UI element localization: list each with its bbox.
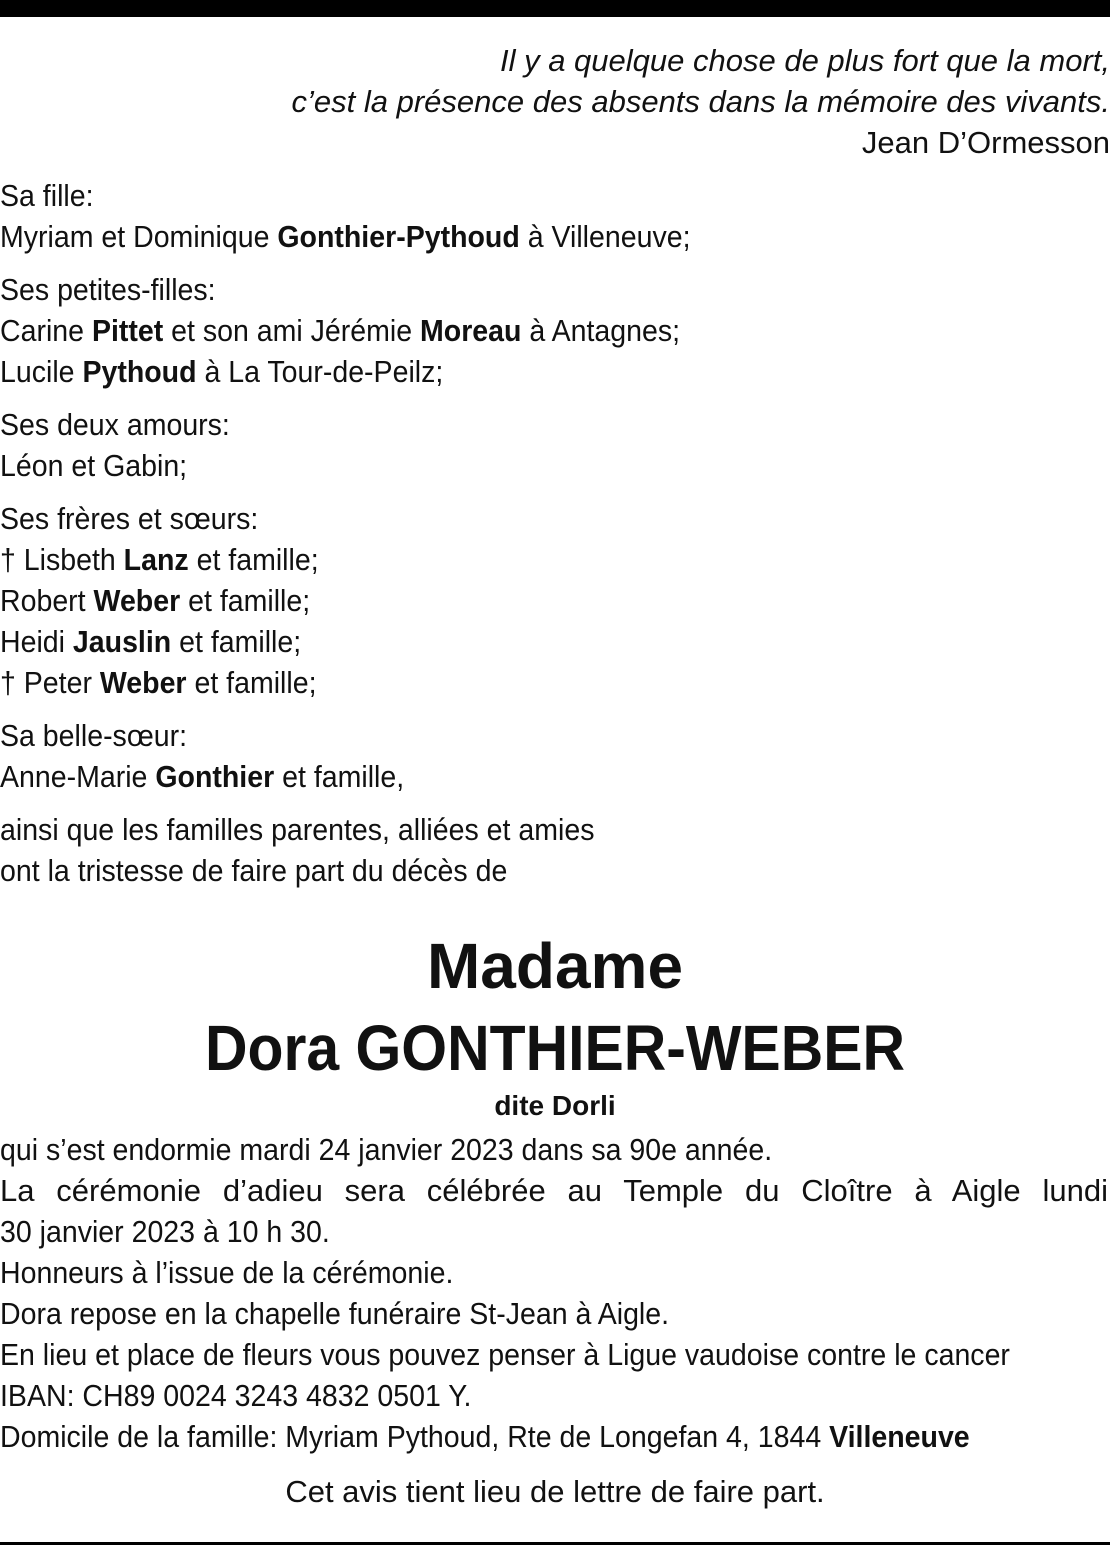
ceremony-line: La cérémonie d’adieu sera célébrée au Temple du Cloître à Aigle lundi [0, 1173, 1108, 1208]
siblings-heading: Ses frères et sœurs: [0, 501, 259, 536]
surname: Weber [93, 583, 181, 618]
granddaughter-line: Lucile Pythoud à La Tour-de-Peilz; [0, 354, 444, 389]
family-address-line: Domicile de la famille: Myriam Pythoud, Rte de Longefan 4, 1844 Villeneuve [0, 1419, 970, 1454]
obituary-notice [0, 40, 1110, 1512]
sibling-line: † Peter Weber et famille; [0, 665, 317, 700]
surname: Jauslin [72, 624, 172, 659]
town: Villeneuve [829, 1419, 970, 1454]
top-rule [0, 0, 1110, 17]
loves-line: Léon et Gabin; [0, 448, 188, 483]
siblings-group [0, 498, 1110, 703]
intro-line-2: ont la tristesse de faire part du décès de [0, 853, 508, 888]
quote-line-1: Il y a quelque chose de plus fort que la mort, [499, 43, 1110, 78]
surname: Lanz [123, 542, 189, 577]
surname: Weber [99, 665, 187, 700]
loves-heading: Ses deux amours: [0, 407, 230, 442]
surname: Pittet [91, 313, 164, 348]
sibling-line: Robert Weber et famille; [0, 583, 311, 618]
chapel-line: Dora repose en la chapelle funéraire St-Jean à Aigle. [0, 1296, 670, 1331]
bottom-rule [0, 1542, 1110, 1545]
ceremony-details [0, 1129, 1110, 1457]
surname: Pythoud [82, 354, 197, 389]
surname: Moreau [420, 313, 522, 348]
sibling-line: † Lisbeth Lanz et famille; [0, 542, 319, 577]
daughter-line: Myriam et Dominique Gonthier-Pythoud à Villeneuve; [0, 219, 691, 254]
iban-line: IBAN: CH89 0024 3243 4832 0501 Y. [0, 1378, 472, 1413]
granddaughters-heading: Ses petites-filles: [0, 272, 216, 307]
surname: Gonthier [155, 759, 275, 794]
donation-line: En lieu et place de fleurs vous pouvez penser à Ligue vaudoise contre le cancer [0, 1337, 1010, 1372]
closing-note: Cet avis tient lieu de lettre de faire part. [285, 1474, 825, 1509]
granddaughter-line: Carine Pittet et son ami Jérémie Moreau à Antagnes; [0, 313, 681, 348]
sibling-line: Heidi Jauslin et famille; [0, 624, 302, 659]
granddaughters-group [0, 269, 1110, 392]
ceremony-date-line: 30 janvier 2023 à 10 h 30. [0, 1214, 330, 1249]
daughter-heading: Sa fille: [0, 178, 94, 213]
intro-line-1: ainsi que les familles parentes, alliées et amies [0, 812, 595, 847]
surname: Gonthier-Pythoud [277, 219, 520, 254]
deceased-name-block [0, 925, 1110, 1123]
daughter-group [0, 175, 1110, 257]
sister-in-law-group [0, 715, 1110, 797]
announcement-intro [0, 809, 1110, 891]
epigraph [0, 40, 1110, 163]
death-line: qui s’est endormie mardi 24 janvier 2023 dans sa 90e année. [0, 1132, 773, 1167]
quote-line-2: c’est la présence des absents dans la mémoire des vivants. [291, 84, 1110, 119]
honours-line: Honneurs à l’issue de la cérémonie. [0, 1255, 454, 1290]
quote-author: Jean D’Ormesson [861, 125, 1110, 160]
deceased-nickname: dite Dorli [494, 1090, 616, 1121]
deceased-title: Madame [426, 930, 684, 1002]
loves-group [0, 404, 1110, 486]
sister-in-law-heading: Sa belle-sœur: [0, 718, 188, 753]
sister-in-law-line: Anne-Marie Gonthier et famille, [0, 759, 405, 794]
deceased-name: Dora GONTHIER-WEBER [204, 1012, 906, 1084]
